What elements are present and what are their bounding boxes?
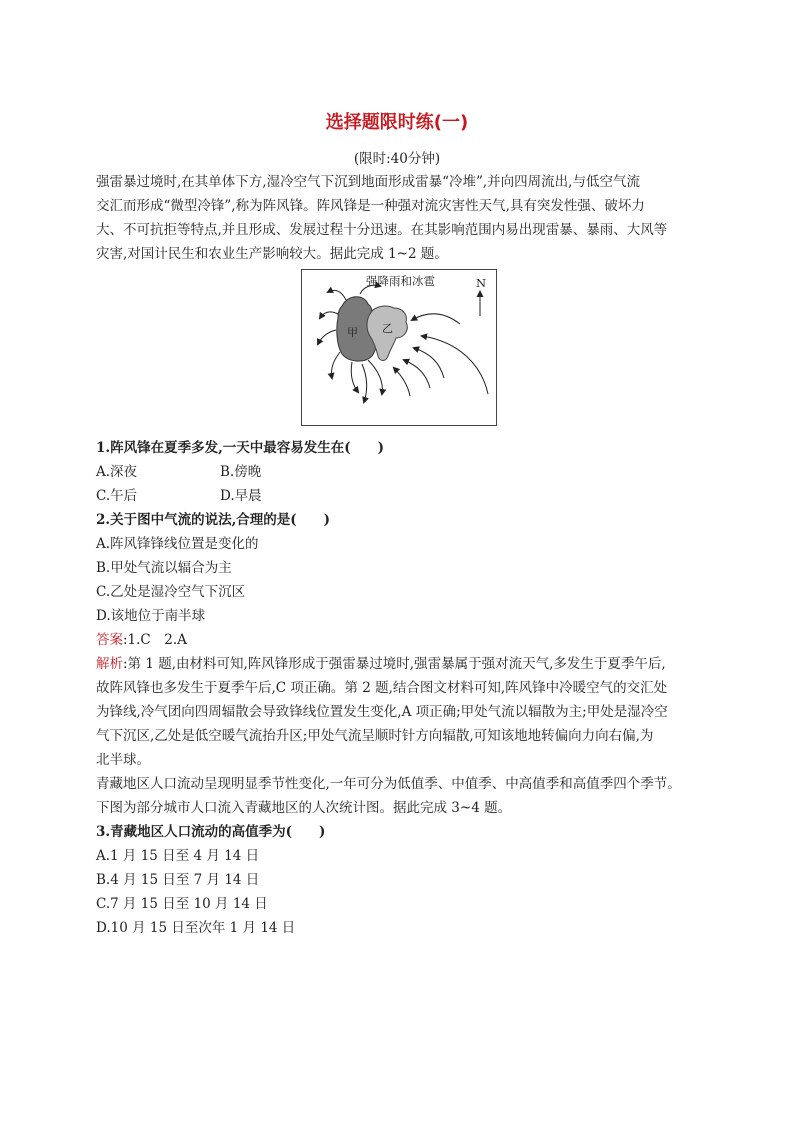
option-d: D.该地位于南半球 <box>96 608 206 624</box>
option-c: C.乙处是湿冷空气下沉区 <box>96 584 246 600</box>
question-stem: 1.阵风锋在夏季多发,一天中最容易发生在( ) <box>96 440 385 456</box>
option-b: B.4 月 15 日至 7 月 14 日 <box>96 872 260 888</box>
option-a: A.深夜 <box>96 464 138 480</box>
passage-line: 灾害,对国计民生和农业生产影响较大。据此完成 1~2 题。 <box>96 246 448 262</box>
analysis-line: :第 1 题,由材料可知,阵风锋形成于强雷暴过境时,强雷暴属于强对流天气,多发生于夏季午后, <box>123 656 666 672</box>
answer-label: 答案 <box>96 632 123 648</box>
passage-line: 下图为部分城市人口流入青藏地区的人次统计图。据此完成 3~4 题。 <box>96 800 512 816</box>
passage-line: 强雷暴过境时,在其单体下方,湿冷空气下沉到地面形成雷暴“冷堆”,并向四周流出,与低空气流 <box>96 174 640 190</box>
passage-line: 交汇而形成“微型冷锋”,称为阵风锋。阵风锋是一种强对流灾害性天气,具有突发性强、破坏力 <box>96 198 645 214</box>
figure-caption-top: 强降雨和冰雹 <box>366 274 435 288</box>
analysis-line: 故阵风锋也多发生于夏季午后,C 项正确。第 2 题,结合图文材料可知,阵风锋中冷暖空气的交汇处 <box>96 680 668 696</box>
page-subtitle: (限时:40分钟) <box>353 151 441 167</box>
analysis-line: 北半球。 <box>96 752 150 768</box>
analysis-line: 为锋线,冷气团向四周辐散会导致锋线位置发生变化,A 项正确;甲处气流以辐散为主;甲处是湿冷空 <box>96 704 668 720</box>
page-title: 选择题限时练(一) <box>325 112 469 133</box>
option-b: B.甲处气流以辐合为主 <box>96 560 232 576</box>
option-d: D.早晨 <box>220 488 262 504</box>
option-d: D.10 月 15 日至次年 1 月 14 日 <box>96 920 296 936</box>
label-jia: 甲 <box>347 326 358 339</box>
answer-text: :1.C 2.A <box>123 632 187 648</box>
gust-front-diagram <box>301 269 497 426</box>
answer-line <box>96 628 187 648</box>
north-label: N <box>476 276 487 290</box>
option-a: A.1 月 15 日至 4 月 14 日 <box>96 848 260 864</box>
passage-line: 大、不可抗拒等特点,并且形成、发展过程十分迅速。在其影响范围内易出现雷暴、暴雨、大风等 <box>96 222 668 238</box>
analysis-line: 气下沉区,乙处是低空暖气流抬升区;甲处气流呈顺时针方向辐散,可知该地地转偏向力向右偏,为 <box>96 728 654 744</box>
option-a: A.阵风锋锋线位置是变化的 <box>96 536 259 552</box>
analysis-label: 解析 <box>96 656 123 672</box>
passage-line: 青藏地区人口流动呈现明显季节性变化,一年可分为低值季、中值季、中高值季和高值季四个季节。 <box>96 776 681 792</box>
option-c: C.午后 <box>96 488 138 504</box>
gust-front-svg <box>302 270 498 427</box>
label-yi: 乙 <box>382 322 393 335</box>
option-b: B.傍晚 <box>220 464 262 480</box>
question-stem: 3.青藏地区人口流动的高值季为( ) <box>96 824 326 840</box>
inflow-arrows <box>394 314 488 396</box>
option-c: C.7 月 15 日至 10 月 14 日 <box>96 896 268 912</box>
question-stem: 2.关于图中气流的说法,合理的是( ) <box>96 512 331 528</box>
